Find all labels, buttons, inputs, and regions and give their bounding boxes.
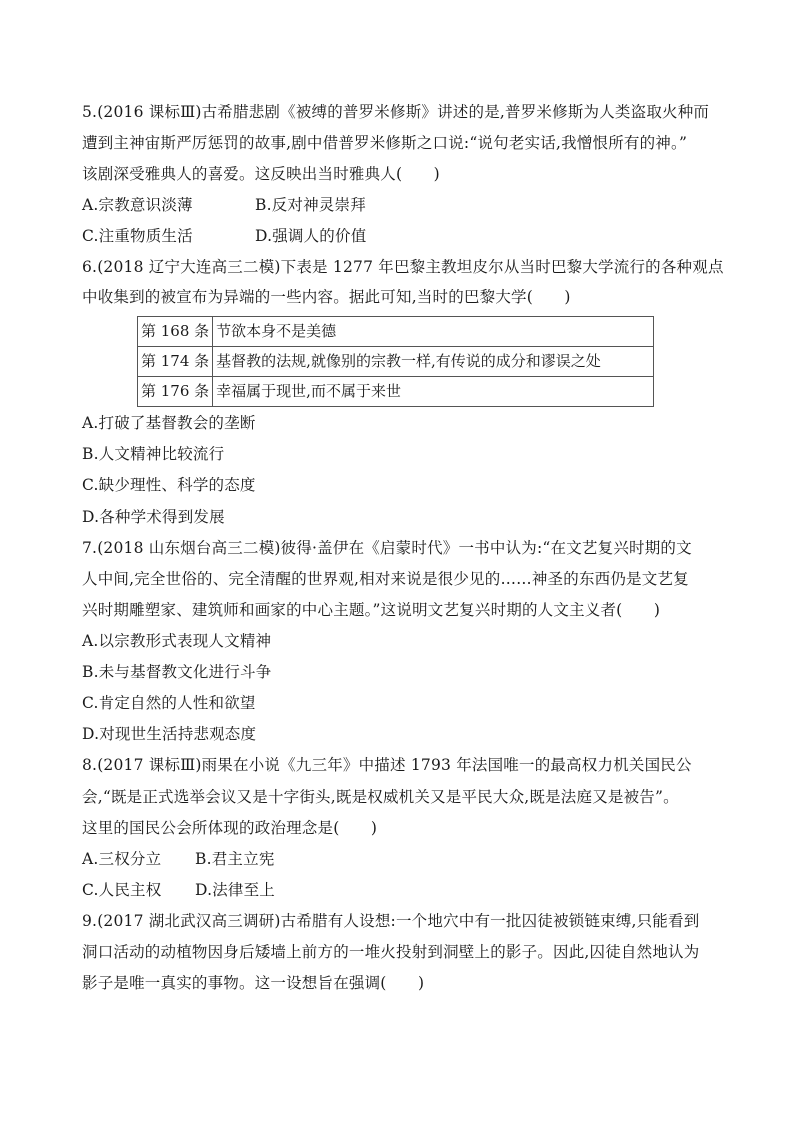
table-row bbox=[138, 377, 654, 407]
q5-option-b: B.反对神灵崇拜 bbox=[255, 196, 366, 214]
q6-option-b: B.人文精神比较流行 bbox=[82, 445, 225, 463]
table-cell-text: 基督教的法规,就像别的宗教一样,有传说的成分和谬误之处 bbox=[213, 347, 654, 377]
q6-option-c: C.缺少理性、科学的态度 bbox=[82, 476, 256, 494]
table-cell-number: 第 176 条 bbox=[138, 377, 213, 407]
q6-stem-line-1: 6.(2018 辽宁大连高三二模)下表是 1277 年巴黎主教坦皮尔从当时巴黎大学流行的各种观点 bbox=[82, 258, 724, 276]
q5-stem-line-1: 5.(2016 课标Ⅲ)古希腊悲剧《被缚的普罗米修斯》讲述的是,普罗米修斯为人类盗取火种而 bbox=[82, 103, 710, 121]
q7-option-d: D.对现世生活持悲观态度 bbox=[82, 725, 257, 743]
q8-stem-line-1: 8.(2017 课标Ⅲ)雨果在小说《九三年》中描述 1793 年法国唯一的最高权力机关国民公 bbox=[82, 756, 692, 774]
q5-option-c: C.注重物质生活 bbox=[82, 227, 193, 245]
q5-options-row-2 bbox=[82, 225, 366, 247]
q7-stem-line-2: 人中间,完全世俗的、完全清醒的世界观,相对来说是很少见的……神圣的东西仍是文艺复 bbox=[82, 570, 689, 588]
q5-stem-line-3: 该剧深受雅典人的喜爱。这反映出当时雅典人( ) bbox=[82, 165, 440, 183]
q9-stem-line-1: 9.(2017 湖北武汉高三调研)古希腊有人设想:一个地穴中有一批囚徒被锁链束缚,只能看到 bbox=[82, 912, 700, 930]
q7-option-b: B.未与基督教文化进行斗争 bbox=[82, 663, 272, 681]
q9-stem-line-2: 洞口活动的动植物因身后矮墙上前方的一堆火投射到洞壁上的影子。因此,囚徒自然地认为 bbox=[82, 943, 700, 961]
q8-stem-line-3: 这里的国民公会所体现的政治理念是( ) bbox=[82, 819, 378, 837]
q6-option-d: D.各种学术得到发展 bbox=[82, 508, 225, 526]
q8-option-b: B.君主立宪 bbox=[195, 850, 275, 868]
table-row bbox=[138, 347, 654, 377]
table-cell-number: 第 168 条 bbox=[138, 317, 213, 347]
q7-option-c: C.肯定自然的人性和欲望 bbox=[82, 694, 256, 712]
q7-stem-line-3: 兴时期雕塑家、建筑师和画家的中心主题。”这说明文艺复兴时期的人文主义者( ) bbox=[82, 601, 661, 619]
q5-stem-line-2: 遭到主神宙斯严厉惩罚的故事,剧中借普罗米修斯之口说:“说句老实话,我憎恨所有的神。” bbox=[82, 134, 688, 152]
q6-stem-line-2: 中收集到的被宣布为异端的一些内容。据此可知,当时的巴黎大学( ) bbox=[82, 288, 571, 306]
q8-option-d: D.法律至上 bbox=[195, 881, 276, 899]
q8-option-c: C.人民主权 bbox=[82, 881, 162, 899]
table-cell-text: 幸福属于现世,而不属于来世 bbox=[213, 377, 654, 407]
table-row bbox=[138, 317, 654, 347]
heresy-table bbox=[137, 316, 654, 407]
q5-options-row-1 bbox=[82, 194, 366, 216]
q8-options-row-1 bbox=[82, 848, 275, 870]
q8-options-row-2 bbox=[82, 879, 275, 901]
q8-option-a: A.三权分立 bbox=[82, 850, 162, 868]
q5-option-a: A.宗教意识淡薄 bbox=[82, 196, 193, 214]
table-cell-text: 节欲本身不是美德 bbox=[213, 317, 654, 347]
q9-stem-line-3: 影子是唯一真实的事物。这一设想旨在强调( ) bbox=[82, 974, 425, 992]
q8-stem-line-2: 会,“既是正式选举会议又是十字街头,既是权威机关又是平民大众,既是法庭又是被告”。 bbox=[82, 788, 679, 806]
table-cell-number: 第 174 条 bbox=[138, 347, 213, 377]
q7-stem-line-1: 7.(2018 山东烟台高三二模)彼得·盖伊在《启蒙时代》一书中认为:“在文艺复兴时期的文 bbox=[82, 539, 692, 557]
q6-option-a: A.打破了基督教会的垄断 bbox=[82, 414, 256, 432]
q7-option-a: A.以宗教形式表现人文精神 bbox=[82, 632, 272, 650]
q5-option-d: D.强调人的价值 bbox=[255, 227, 367, 245]
